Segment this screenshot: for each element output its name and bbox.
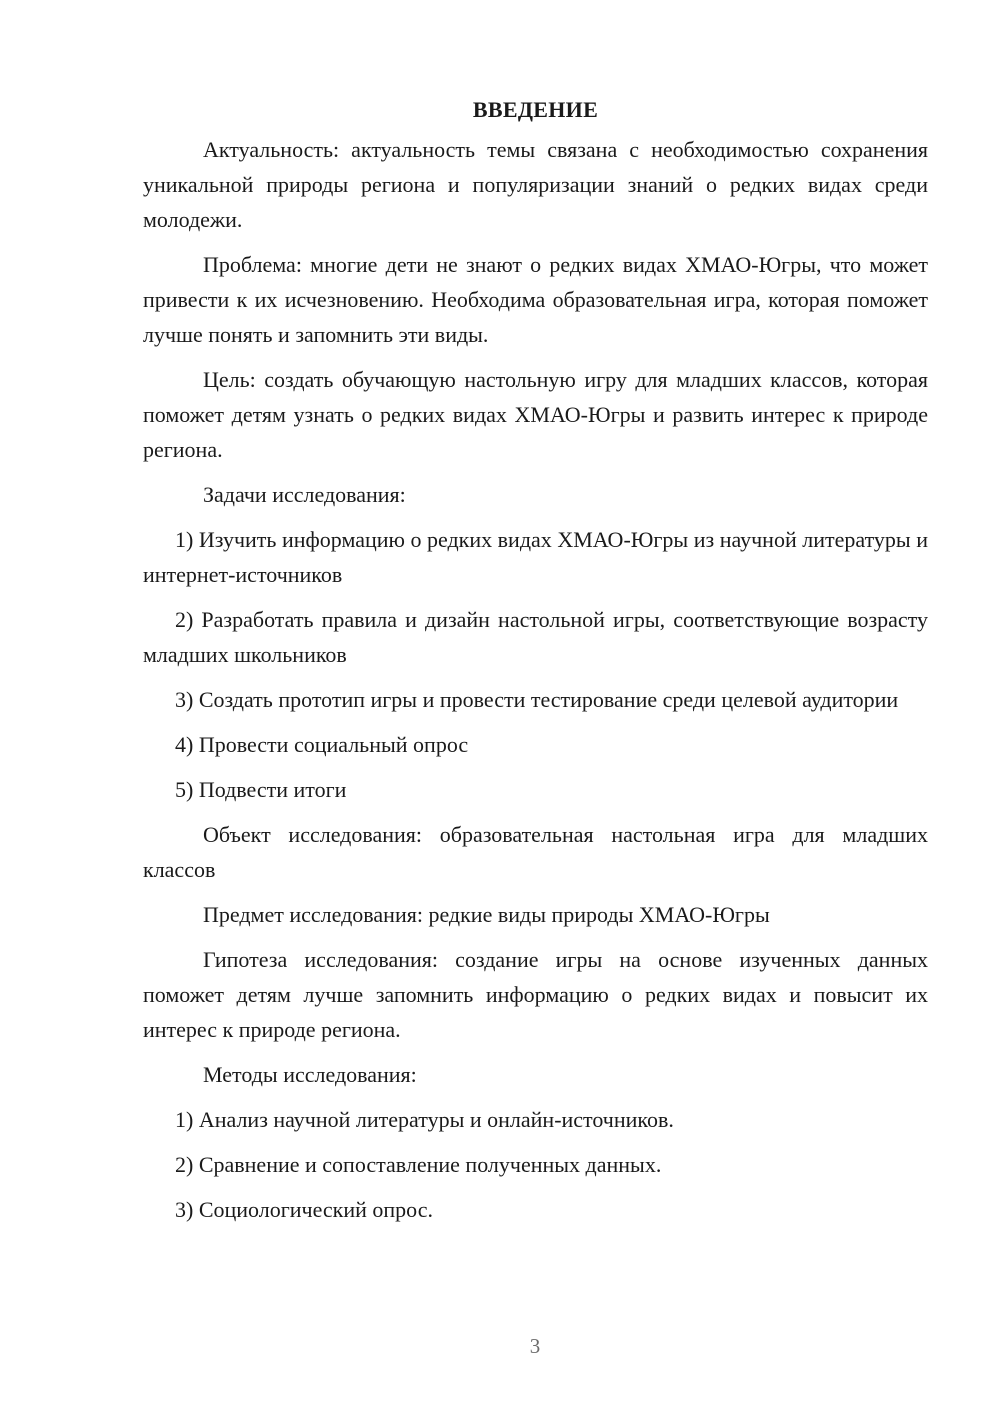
methods-title: Методы исследования: (203, 1062, 417, 1087)
goal-paragraph: Цель: создать обучающую настольную игру для младших классов, которая поможет детям узнать о редких видах ХМАО-Югры и развить интерес к природе региона. (143, 367, 928, 462)
tasks-title: Задачи исследования: (203, 482, 406, 507)
object-paragraph: Объект исследования: образовательная настольная игра для младших классов (143, 822, 928, 882)
task-item: 2) Разработать правила и дизайн настольной игры, соответствующие возрасту младших школьников (143, 607, 928, 667)
method-item: 3) Социологический опрос. (175, 1197, 433, 1222)
task-item: 4) Провести социальный опрос (175, 732, 469, 757)
method-item: 2) Сравнение и сопоставление полученных данных. (175, 1152, 662, 1177)
problem-paragraph: Проблема: многие дети не знают о редких видах ХМАО-Югры, что может привести к их исчезновению. Необходима образовательная игра, которая поможет лучше понять и запомнить эти виды. (143, 252, 928, 347)
task-item: 5) Подвести итоги (175, 777, 347, 802)
section-heading: ВВЕДЕНИЕ (472, 97, 599, 122)
hypothesis-paragraph: Гипотеза исследования: создание игры на основе изученных данных поможет детям лучше запомнить информацию о редких видах и повысит их интерес к природе региона. (143, 947, 928, 1042)
task-item: 1) Изучить информацию о редких видах ХМАО-Югры из научной литературы и интернет-источников (143, 527, 928, 587)
method-item: 1) Анализ научной литературы и онлайн-источников. (175, 1107, 674, 1132)
tasks-list (143, 522, 928, 807)
task-item: 3) Создать прототип игры и провести тестирование среди целевой аудитории (175, 687, 899, 712)
subject-paragraph: Предмет исследования: редкие виды природы ХМАО-Югры (203, 902, 770, 927)
document-page (143, 92, 928, 1237)
relevance-paragraph: Актуальность: актуальность темы связана с необходимостью сохранения уникальной природы региона и популяризации знаний о редких видах среди молодежи. (143, 137, 928, 232)
methods-list (143, 1102, 928, 1227)
page-number: 3 (529, 1334, 541, 1358)
